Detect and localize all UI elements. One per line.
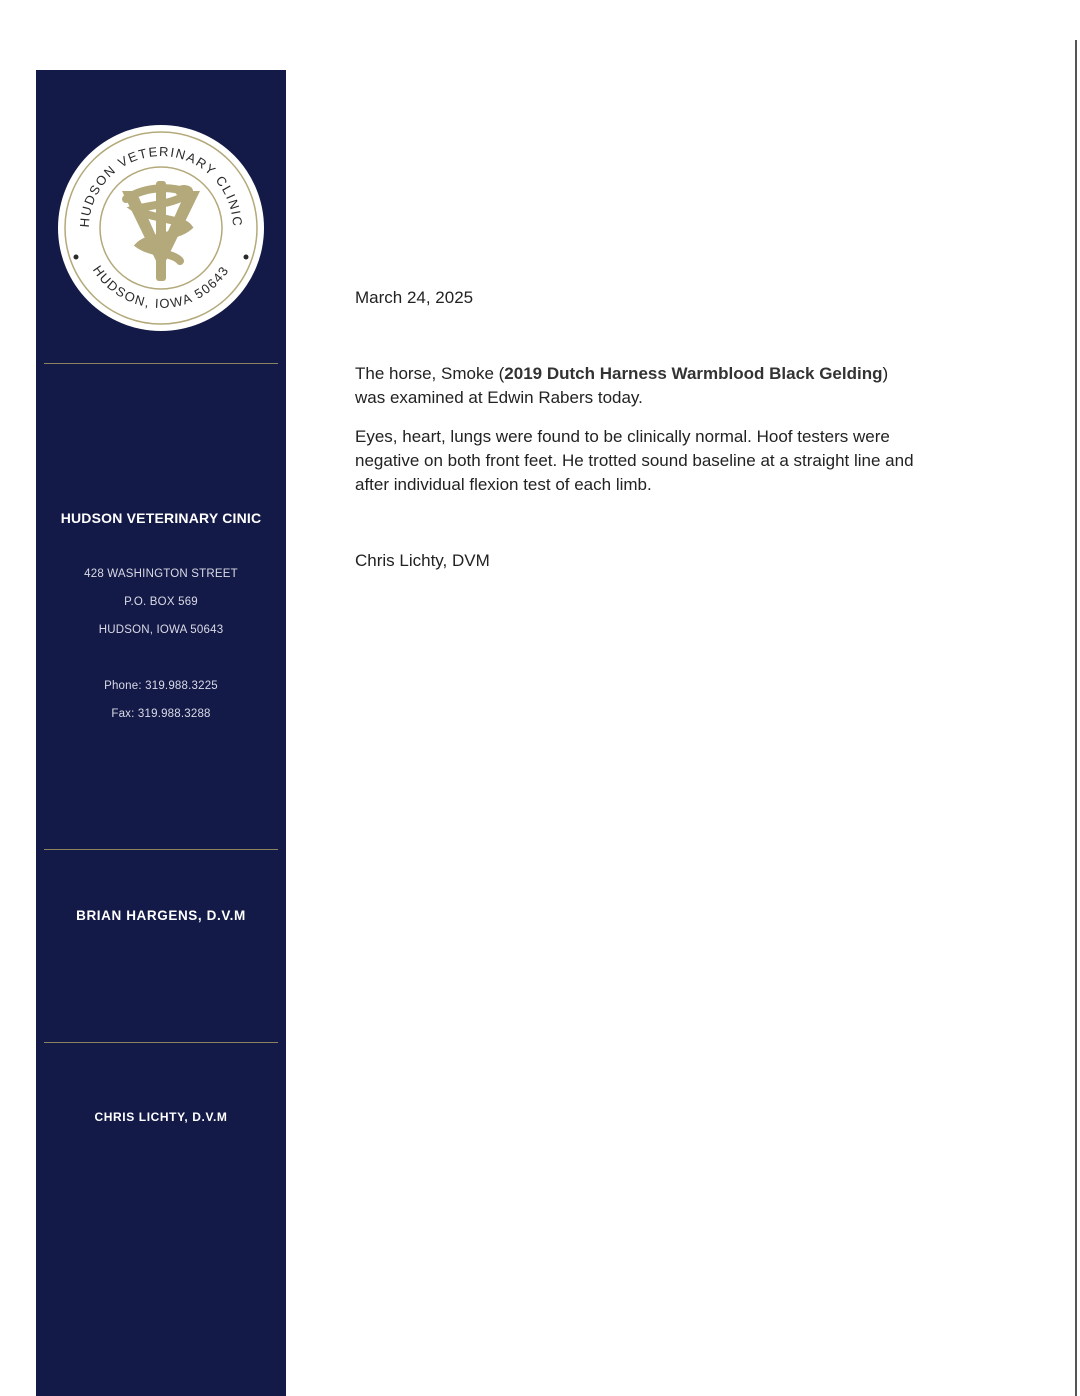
page-edge	[1075, 40, 1077, 1396]
paragraph-text: The horse, Smoke (	[355, 364, 505, 383]
horse-description: 2019 Dutch Harness Warmblood Black Gelding	[504, 364, 883, 383]
divider	[44, 1042, 278, 1043]
clinic-seal-logo	[56, 123, 266, 333]
clinic-name: HUDSON VETERINARY CINIC	[60, 510, 262, 526]
doctor-name: CHRIS LICHTY, D.V.M	[94, 1110, 228, 1124]
letter-paragraph	[355, 362, 915, 410]
address-city: HUDSON, IOWA 50643	[98, 624, 224, 636]
address-street: 428 WASHINGTON STREET	[84, 568, 238, 580]
seal-bottom-text: HUDSON, IOWA 50643	[89, 262, 233, 312]
divider	[44, 363, 278, 364]
seal-top-text: HUDSON VETERINARY CLINIC	[76, 143, 246, 228]
letter-signature: Chris Lichty, DVM	[355, 551, 490, 570]
address-po-box: P.O. BOX 569	[124, 596, 198, 608]
doctor-name: BRIAN HARGENS, D.V.M	[76, 908, 246, 923]
letterhead-sidebar	[36, 70, 286, 1396]
divider	[44, 849, 278, 850]
letter-date: March 24, 2025	[355, 288, 474, 307]
phone-number: Phone: 319.988.3225	[104, 680, 218, 692]
fax-number: Fax: 319.988.3288	[111, 708, 211, 720]
letter-paragraph: Eyes, heart, lungs were found to be clinically normal. Hoof testers were negative on both front feet. He trotted sound baseline at a straight line and after individual flexion test of each limb.	[355, 427, 914, 494]
paragraph-text: ) was examined at Edwin Rabers today.	[355, 364, 889, 407]
